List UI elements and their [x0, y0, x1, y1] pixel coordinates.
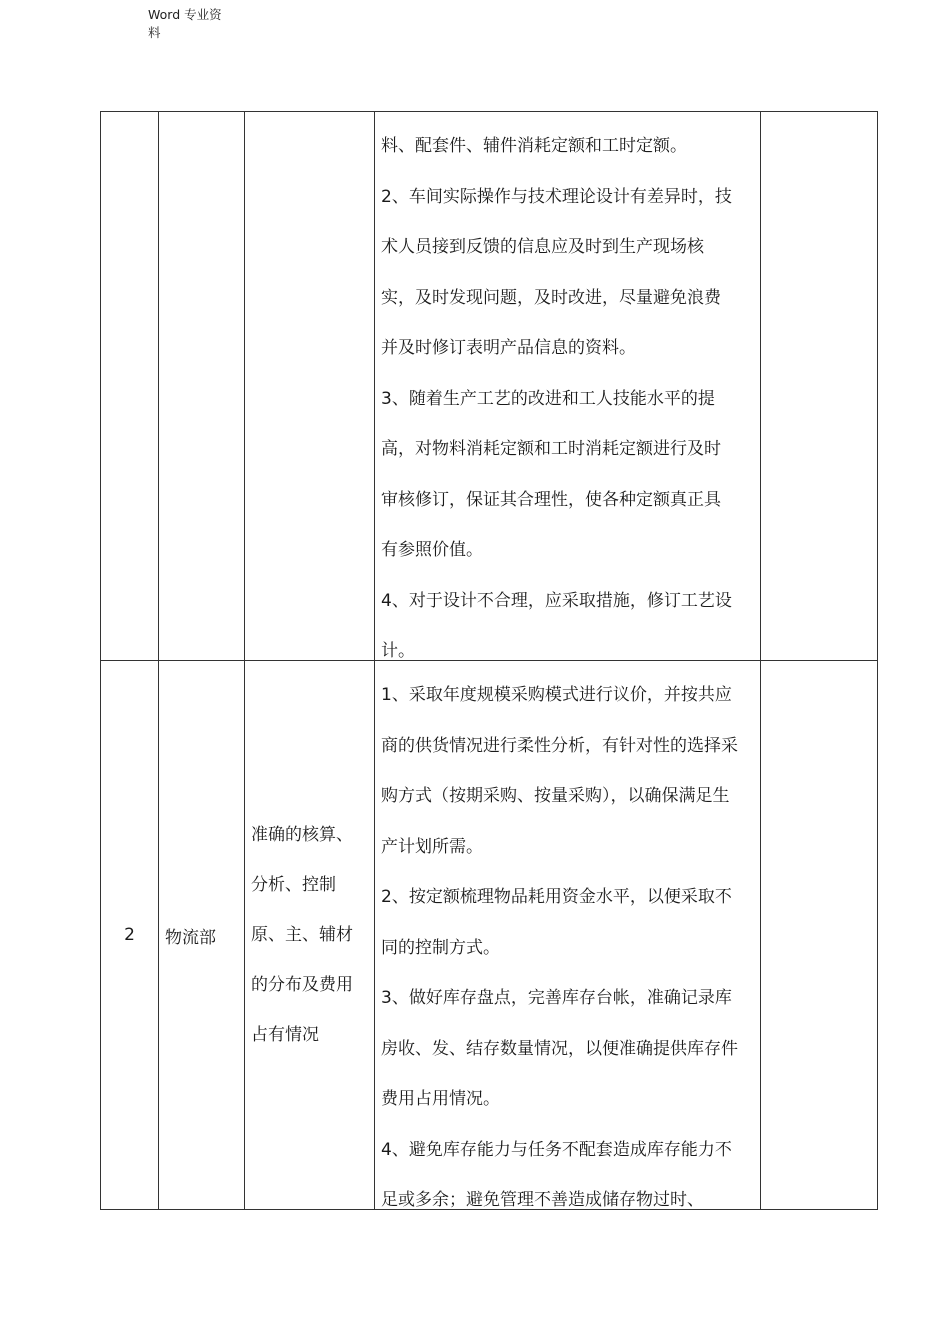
target-line: 准确的核算、	[251, 825, 353, 845]
measure-line: 费用占用情况。	[381, 1089, 500, 1109]
measure-line: 3、随着生产工艺的改进和工人技能水平的提	[381, 388, 715, 409]
measure-line: 并及时修订表明产品信息的资料。	[381, 338, 636, 358]
measure-line: 审核修订，保证其合理性，使各种定额真正具	[381, 489, 721, 510]
row-number-cell	[101, 112, 159, 661]
measures-cell	[375, 661, 761, 1210]
target-cell	[245, 112, 375, 661]
table-row	[101, 112, 878, 661]
remark-cell	[761, 112, 878, 661]
measure-line: 2、车间实际操作与技术理论设计有差异时，技	[381, 186, 732, 207]
target-line: 的分布及费用	[251, 975, 353, 995]
measure-line: 足或多余；避免管理不善造成储存物过时、	[381, 1190, 704, 1209]
measure-line: 房收、发、结存数量情况，以便准确提供库存件	[381, 1038, 738, 1059]
cost-control-table	[100, 111, 878, 1210]
measure-line: 购方式（按期采购、按量采购），以确保满足生	[381, 786, 730, 806]
measure-line: 1、采取年度规模采购模式进行议价，并按共应	[381, 685, 732, 705]
measure-line: 料、配套件、辅件消耗定额和工时定额。	[381, 136, 687, 156]
measure-line: 2、按定额梳理物品耗用资金水平，以便采取不	[381, 887, 732, 907]
measure-line: 同的控制方式。	[381, 937, 500, 958]
page-header	[148, 6, 228, 42]
measure-line: 商的供货情况进行柔性分析，有针对性的选择采	[381, 735, 738, 756]
target-cell	[245, 661, 375, 1210]
measure-line: 实，及时发现问题，及时改进，尽量避免浪费	[381, 287, 721, 308]
measure-line: 术人员接到反馈的信息应及时到生产现场核	[381, 237, 704, 257]
department-cell: 物流部	[159, 661, 245, 1210]
measure-line: 计。	[381, 641, 415, 660]
measure-line: 4、对于设计不合理，应采取措施，修订工艺设	[381, 590, 732, 611]
header-line-2: 料	[148, 25, 161, 40]
remark-cell	[761, 661, 878, 1210]
row-number-cell: 2	[101, 661, 159, 1210]
measure-line: 有参照价值。	[381, 540, 483, 560]
measure-line: 产计划所需。	[381, 836, 483, 857]
header-line-1: Word 专业资	[148, 7, 222, 22]
measure-line: 3、做好库存盘点，完善库存台帐，准确记录库	[381, 988, 732, 1008]
target-line: 原、主、辅材	[251, 925, 353, 945]
department-cell	[159, 112, 245, 661]
measures-cell	[375, 112, 761, 661]
measure-line: 4、避免库存能力与任务不配套造成库存能力不	[381, 1139, 732, 1160]
table-row	[101, 661, 878, 1210]
target-line: 分析、控制	[251, 875, 336, 895]
measure-line: 高，对物料消耗定额和工时消耗定额进行及时	[381, 439, 721, 459]
target-line: 占有情况	[251, 1025, 319, 1045]
